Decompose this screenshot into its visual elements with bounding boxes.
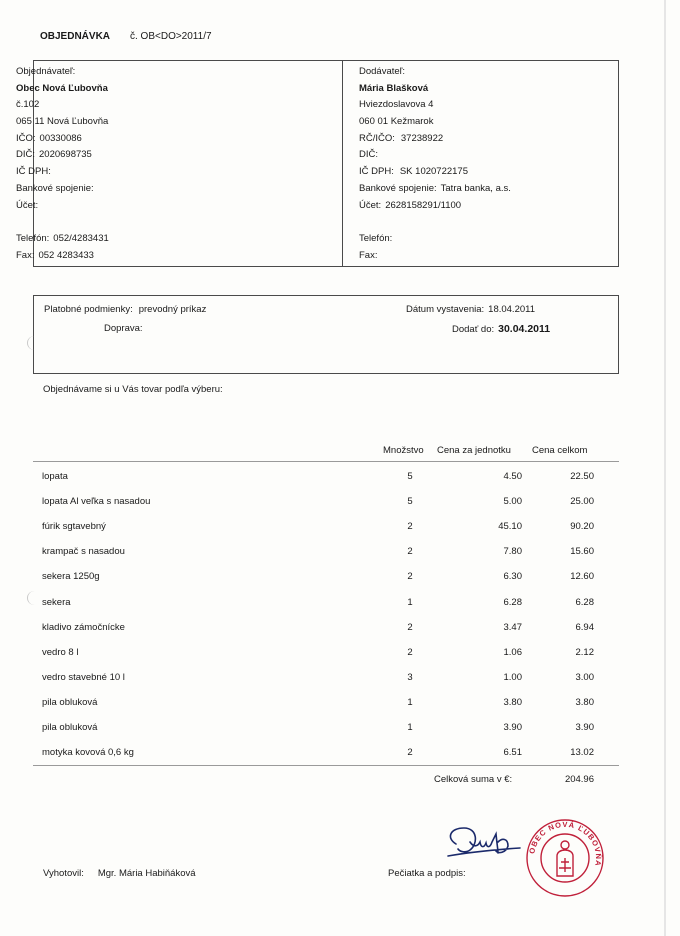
item-name: pila obluková [42,722,98,733]
item-qty: 3 [407,672,413,683]
item-total: 6.28 [575,597,594,608]
municipal-stamp-image [525,818,605,898]
item-qty: 2 [407,647,413,658]
page-edge [664,0,666,936]
item-name: sekera 1250g [42,571,100,582]
orderer-name: Obec Nová Ľubovňa [16,82,108,94]
table-bottom-rule [33,765,619,766]
account-value: 2628158291/1100 [385,199,462,211]
item-name: pila obluková [42,697,98,708]
item-qty: 2 [407,571,413,582]
phone-label: Telefón: [16,233,50,245]
orderer-fax [16,248,109,265]
item-total: 12.60 [570,571,594,582]
item-unit-price: 3.47 [503,622,522,633]
table-row [0,697,680,717]
table-row [0,571,680,591]
item-qty: 2 [407,747,413,758]
supplier-label: Dodávateľ: [359,66,406,77]
supplier-address2: 060 01 Kežmarok [359,116,434,128]
author-line [43,868,196,879]
due-date [452,323,550,335]
item-unit-price: 1.06 [503,647,522,658]
item-unit-price: 7.80 [503,546,522,557]
table-row [0,546,680,566]
account-label: Účet: [359,199,382,211]
col-header-unit-price: Cena za jednotku [437,445,511,456]
item-qty: 1 [407,722,413,733]
table-row [0,496,680,516]
supplier-phone: Telefón: [359,233,393,245]
author-label: Vyhotovil: [43,868,84,879]
item-total: 25.00 [570,496,594,507]
orderer-phone [16,231,109,248]
item-unit-price: 6.30 [503,571,522,582]
payment-terms [44,304,206,315]
item-unit-price: 6.51 [503,747,522,758]
issue-date-label: Dátum vystavenia: [406,304,485,315]
signature-image [440,822,530,868]
item-unit-price: 3.80 [503,697,522,708]
orderer-bank: Bankové spojenie: [16,182,94,194]
issue-date-value: 18.04.2011 [488,304,535,315]
due-date-value: 30.04.2011 [498,323,551,335]
order-number: č. OB<DO>2011/7 [130,31,212,42]
parties-divider [342,61,343,266]
item-total: 3.90 [575,722,594,733]
fax-label: Fax: [16,249,35,261]
table-row [0,471,680,491]
issue-date [406,304,535,315]
item-total: 6.94 [575,622,594,633]
ico-label: IČO: [16,132,36,144]
supplier-block [359,64,511,265]
orderer-address2: 065 11 Nová Ľubovňa [16,116,109,128]
table-row [0,622,680,642]
due-date-label: Dodať do: [452,324,495,335]
orderer-block [16,64,109,265]
orderer-ico [16,131,109,148]
rcico-label: RČ/IČO: [359,132,395,144]
supplier-account [359,198,511,215]
item-name: kladivo zámočnícke [42,622,125,633]
orderer-label: Objednávateľ: [16,66,76,77]
supplier-fax: Fax: [359,249,378,261]
icdph-label: IČ DPH: [359,166,394,178]
bank-label: Bankové spojenie: [359,182,437,194]
supplier-address1: Hviezdoslavova 4 [359,99,434,111]
icdph-value: SK 1020722175 [399,166,468,178]
item-unit-price: 1.00 [503,672,522,683]
document-title: OBJEDNÁVKA [40,31,111,42]
terms-box [33,295,619,374]
item-name: sekera [42,597,71,608]
punch-hole-mark [27,591,42,605]
shipping: Doprava: [104,323,143,334]
item-qty: 2 [407,622,413,633]
col-header-qty: Množstvo [383,445,424,456]
item-name: vedro 8 l [42,647,79,658]
author-value: Mgr. Mária Habiňáková [97,868,196,879]
table-row [0,747,680,767]
orderer-icdph: IČ DPH: [16,166,51,178]
item-name: lopata Al veľka s nasadou [42,496,151,507]
item-qty: 5 [407,496,413,507]
item-unit-price: 5.00 [503,496,522,507]
item-name: vedro stavebné 10 l [42,672,125,683]
payment-label: Platobné podmienky: [44,304,133,315]
punch-hole-mark [27,336,42,350]
item-total: 90.20 [570,521,594,532]
supplier-bank [359,181,511,198]
item-unit-price: 3.90 [503,722,522,733]
payment-value: prevodný príkaz [138,304,207,315]
item-total: 13.02 [570,747,594,758]
supplier-dic: DIČ: [359,149,378,161]
table-row [0,521,680,541]
item-total: 3.00 [575,672,594,683]
table-row [0,722,680,742]
item-qty: 1 [407,597,413,608]
item-qty: 1 [407,697,413,708]
sum-label: Celková suma v €: [434,774,513,785]
col-header-total: Cena celkom [532,445,588,456]
item-qty: 2 [407,546,413,557]
item-unit-price: 45.10 [498,521,522,532]
item-name: fúrik sgtavebný [42,521,106,532]
item-name: krampač s nasadou [42,546,125,557]
supplier-ico [359,131,511,148]
rcico-value: 37238922 [400,132,444,144]
stamp-signature-label: Pečiatka a podpis: [388,868,466,879]
sum-value: 204.96 [564,774,594,785]
table-row [0,597,680,617]
item-name: motyka kovová 0,6 kg [42,747,134,758]
bank-value: Tatra banka, a.s. [440,182,511,194]
supplier-icdph [359,164,511,181]
dic-label: DIČ: [16,149,35,161]
table-row [0,672,680,692]
item-qty: 5 [407,471,413,482]
item-unit-price: 6.28 [503,597,522,608]
table-top-rule [33,461,619,462]
item-qty: 2 [407,521,413,532]
phone-value: 052/4283431 [53,233,109,245]
fax-value: 052 4283433 [38,249,94,261]
supplier-name: Mária Blašková [359,82,429,94]
order-intro: Objednávame si u Vás tovar podľa výberu: [43,384,223,395]
item-total: 15.60 [570,546,594,557]
stamp-ring-text: OBEC NOVÁ ĽUBOVŇA [527,819,604,868]
ico-value: 00330086 [39,132,82,144]
parties-box [33,60,619,267]
item-unit-price: 4.50 [503,471,522,482]
item-total: 22.50 [570,471,594,482]
orderer-account: Účet: [16,199,39,211]
item-total: 3.80 [575,697,594,708]
table-row [0,647,680,667]
item-total: 2.12 [575,647,594,658]
item-name: lopata [42,471,68,482]
orderer-dic [16,147,109,164]
orderer-address1: č.102 [16,99,40,111]
dic-value: 2020698735 [39,149,92,161]
